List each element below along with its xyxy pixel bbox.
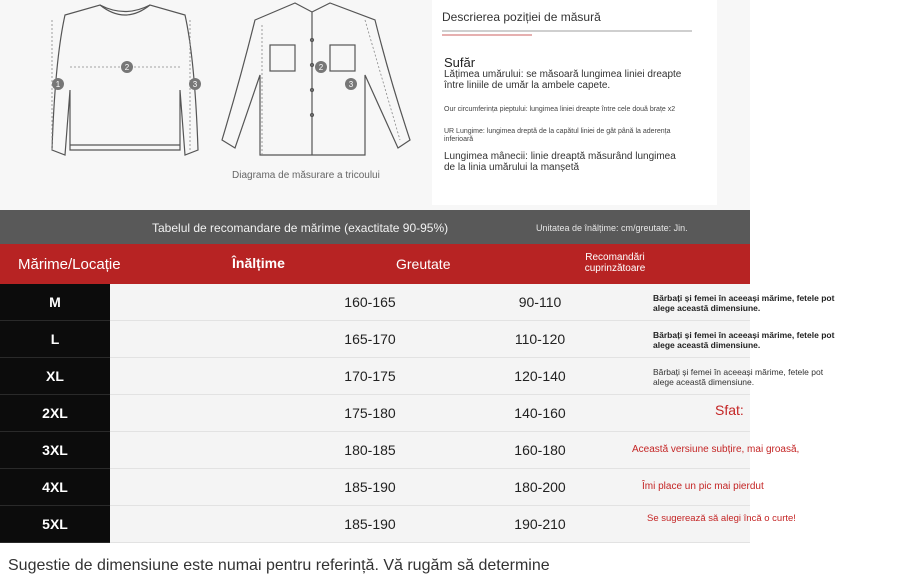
column-header-recommendation: Recomandări cuprinzătoare <box>584 252 646 274</box>
size-cell: M <box>0 284 110 321</box>
recommendation-cell: Bărbați și femei în aceeași mărime, fetele pot alege această dimensiune. <box>653 367 824 387</box>
table-row <box>0 358 824 395</box>
column-header-weight: Greutate <box>396 256 451 272</box>
weight-cell: 160-180 <box>514 442 566 458</box>
table-row <box>0 395 750 432</box>
table-row <box>0 506 796 543</box>
column-header-size: Mărime/Locație <box>18 256 121 273</box>
marker-shirt-3 <box>345 78 357 90</box>
recommendation-cell: Bărbați și femei în aceeași mărime, fetele pot alege această dimensiune. <box>653 330 835 350</box>
column-header-height: Înălțime <box>232 255 285 271</box>
divider <box>442 30 692 32</box>
recommendation-cell: Se sugerează să alegi încă o curte! <box>647 513 796 524</box>
measurement-section <box>0 0 750 210</box>
weight-cell: 90-110 <box>518 294 562 310</box>
svg-text:3: 3 <box>348 80 354 89</box>
weight-cell: 180-200 <box>514 479 566 495</box>
size-cell: 2XL <box>0 395 110 432</box>
footer-disclaimer: Sugestie de dimensiune este numai pentru referință. Vă rugăm să determine <box>8 557 550 574</box>
svg-text:3: 3 <box>192 80 198 89</box>
height-cell: 175-180 <box>344 405 396 421</box>
weight-cell: 140-160 <box>514 405 566 421</box>
svg-text:1: 1 <box>55 80 61 89</box>
description-section-heading: Sufăr <box>444 55 476 70</box>
height-cell: 165-170 <box>344 331 396 347</box>
height-cell: 185-190 <box>344 516 396 532</box>
diagram-caption: Diagrama de măsurare a tricoului <box>232 170 380 181</box>
marker-3 <box>189 78 201 90</box>
unit-note: Unitatea de înălțime: cm/greutate: Jin. <box>536 223 688 233</box>
weight-cell: 190-210 <box>514 516 566 532</box>
table-title: Tabelul de recomandare de mărime (exactitate 90-95%) <box>152 221 449 235</box>
size-cell: 3XL <box>0 432 110 469</box>
divider-accent <box>442 34 532 36</box>
description-shoulder-width: Lățimea umărului: se măsoară lungimea liniei dreapte între liniile de umăr la ambele capete. <box>444 69 682 91</box>
height-cell: 160-165 <box>344 294 396 310</box>
height-cell: 180-185 <box>344 442 396 458</box>
table-row <box>0 284 835 321</box>
height-cell: 170-175 <box>344 368 396 384</box>
description-length: UR Lungime: lungimea dreptă de la capătul liniei de gât până la aderența inferioară <box>444 128 671 143</box>
table-column-headers <box>0 244 750 284</box>
recommendation-cell: Bărbați și femei în aceeași mărime, fetele pot alege această dimensiune. <box>653 293 835 313</box>
size-cell: 5XL <box>0 506 110 543</box>
recommendation-cell: Îmi place un pic mai pierdut <box>642 481 764 492</box>
table-title-bar <box>0 210 750 244</box>
recommendation-cell: Această versiune subțire, mai groasă, <box>632 444 800 455</box>
table-row <box>0 469 764 506</box>
weight-cell: 110-120 <box>514 331 566 347</box>
height-cell: 185-190 <box>344 479 396 495</box>
description-sleeve: Lungimea mânecii: linie dreaptă măsurând lungimea de la linia umărului la manșetă <box>444 151 676 173</box>
table-row <box>0 432 800 469</box>
measurement-description-panel <box>432 0 717 205</box>
size-cell: 4XL <box>0 469 110 506</box>
svg-text:2: 2 <box>318 63 324 72</box>
marker-shirt-2 <box>315 61 327 73</box>
description-chest: Our circumferința pieptului: lungimea liniei dreapte între cele două brațe x2 <box>444 106 676 113</box>
weight-cell: 120-140 <box>514 368 566 384</box>
sweater-illustration <box>52 5 198 155</box>
table-row <box>0 321 835 358</box>
svg-text:2: 2 <box>124 63 130 72</box>
marker-2 <box>121 61 133 73</box>
size-cell: L <box>0 321 110 358</box>
size-cell: XL <box>0 358 110 395</box>
recommendation-cell: Sfat: <box>715 402 744 418</box>
marker-1 <box>52 78 64 90</box>
description-title: Descrierea poziției de măsură <box>442 10 601 24</box>
